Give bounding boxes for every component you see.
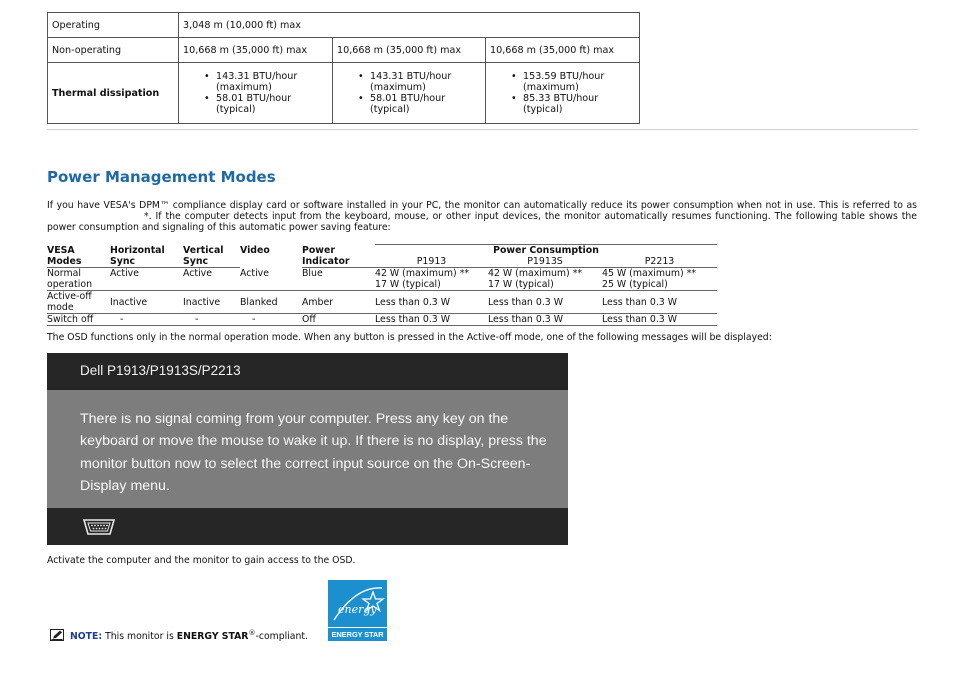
tag: (typical) <box>216 104 256 115</box>
max-value: 42 W (maximum) ** <box>488 268 583 279</box>
row-label: Operating <box>48 13 179 38</box>
vsync-cell: Active <box>183 268 240 291</box>
col-header-video: Video <box>240 244 270 256</box>
value: 58.01 BTU/hour <box>370 93 446 104</box>
osd-note-paragraph: The OSD functions only in the normal operation mode. When any button is pressed in the Active-off mode, one of the following messages will be displayed: <box>47 332 772 343</box>
consumption-cell <box>602 268 717 291</box>
consumption-cell: Less than 0.3 W <box>602 291 717 314</box>
section-divider <box>47 129 918 130</box>
intro-text-2: *. If the computer detects input from the keyboard, mouse, or other input devices, the monitor automatically resumes functioning. The following table shows the power consumption and signaling of this automatic power saving feature: <box>47 211 917 234</box>
col-header-indicator: Power <box>302 244 335 256</box>
value: 153.59 BTU/hour <box>523 71 605 82</box>
video-cell: - <box>240 314 302 326</box>
table-cell <box>333 63 486 124</box>
value: 143.31 BTU/hour <box>370 71 452 82</box>
bullet-list <box>183 71 328 115</box>
row-label: Thermal dissipation <box>48 63 179 124</box>
tag: (maximum) <box>216 82 272 93</box>
table-cell: 10,668 m (35,000 ft) max <box>486 38 640 63</box>
table-row <box>47 291 717 314</box>
value: 143.31 BTU/hour <box>216 71 298 82</box>
energy-star-logo <box>328 580 387 641</box>
col-header-vsync: Vertical <box>183 244 224 256</box>
col-header-vesa-2: Modes <box>47 256 110 268</box>
list-item <box>523 93 635 115</box>
table-cell <box>486 63 640 124</box>
hsync-cell: Inactive <box>110 291 183 314</box>
hsync-cell: - <box>110 314 183 326</box>
intro-text-1: If you have VESA's DPM™ compliance display card or software installed in your PC, the monitor can automatically reduce its power consumption when not in use. This is referred to as <box>47 200 917 211</box>
energy-star-icon <box>328 580 387 627</box>
indicator-cell: Amber <box>302 291 375 314</box>
mode-cell: Switch off <box>47 314 110 326</box>
col-header-indicator-2: Indicator <box>302 256 375 268</box>
indicator-cell: Off <box>302 314 375 326</box>
max-value: 45 W (maximum) ** <box>602 268 697 279</box>
table-row <box>48 63 640 124</box>
table-cell: 10,668 m (35,000 ft) max <box>333 38 486 63</box>
typ-value: 17 W (typical) <box>375 279 441 290</box>
osd-title-bar <box>47 353 568 390</box>
header-row <box>47 245 717 257</box>
tag: (typical) <box>523 104 563 115</box>
max-value: 42 W (maximum) ** <box>375 268 470 279</box>
table-row <box>48 13 640 38</box>
model-header: P2213 <box>602 256 717 268</box>
model-header: P1913S <box>488 256 602 268</box>
osd-title: Dell P1913/P1913S/P2213 <box>80 363 241 378</box>
video-cell: Blanked <box>240 291 302 314</box>
col-header-hsync-2: Sync <box>110 256 183 268</box>
registered-mark: ® <box>248 629 256 637</box>
note-text: This monitor is <box>105 631 174 643</box>
consumption-cell <box>488 268 602 291</box>
osd-message: There is no signal coming from your computer. Press any key on the keyboard or move the mouse to wake it up. If there is no display, press the monitor button now to select the correct input source on the On-Screen-Display menu. <box>80 411 547 494</box>
tag: (typical) <box>370 104 410 115</box>
value: 58.01 BTU/hour <box>216 93 292 104</box>
col-header-consumption: Power Consumption <box>375 245 717 257</box>
table-row <box>48 38 640 63</box>
col-header-vsync-2: Sync <box>183 256 240 268</box>
specification-table <box>47 12 640 124</box>
note-line <box>50 629 308 642</box>
intro-paragraph <box>47 200 917 234</box>
list-item <box>523 71 635 93</box>
row-label: Non-operating <box>48 38 179 63</box>
osd-footer-bar <box>47 508 568 545</box>
model-header: P1913 <box>375 256 488 268</box>
note-pencil-icon <box>50 629 64 641</box>
list-item <box>216 71 328 93</box>
tag: (maximum) <box>370 82 426 93</box>
consumption-cell: Less than 0.3 W <box>488 291 602 314</box>
header-row <box>47 256 717 268</box>
value: 85.33 BTU/hour <box>523 93 599 104</box>
list-item <box>370 71 481 93</box>
bullet-list <box>337 71 481 115</box>
table-cell <box>179 63 333 124</box>
tag: (maximum) <box>523 82 579 93</box>
list-item <box>216 93 328 115</box>
activate-instruction: Activate the computer and the monitor to gain access to the OSD. <box>47 555 356 566</box>
table-row <box>47 268 717 291</box>
osd-message-body <box>47 390 568 508</box>
consumption-cell: Less than 0.3 W <box>488 314 602 326</box>
osd-message-image <box>47 353 568 545</box>
table-cell: 10,668 m (35,000 ft) max <box>179 38 333 63</box>
consumption-cell: Less than 0.3 W <box>602 314 717 326</box>
section-title: Power Management Modes <box>47 168 276 186</box>
note-label: NOTE: <box>70 631 103 643</box>
mode-cell: Active-off mode <box>47 291 110 314</box>
video-cell: Active <box>240 268 302 291</box>
indicator-cell: Blue <box>302 268 375 291</box>
energy-star-script: energy <box>338 603 377 616</box>
vsync-cell: Inactive <box>183 291 240 314</box>
mode-cell: Normal operation <box>47 268 110 291</box>
consumption-cell: Less than 0.3 W <box>375 291 488 314</box>
power-consumption-table <box>47 244 717 326</box>
consumption-cell: Less than 0.3 W <box>375 314 488 326</box>
energy-star-emblem <box>328 580 387 627</box>
hsync-cell: Active <box>110 268 183 291</box>
bullet-list <box>490 71 635 115</box>
typ-value: 25 W (typical) <box>602 279 668 290</box>
typ-value: 17 W (typical) <box>488 279 554 290</box>
vga-connector-icon <box>81 518 117 536</box>
table-cell: 3,048 m (10,000 ft) max <box>179 13 640 38</box>
list-item <box>370 93 481 115</box>
vsync-cell: - <box>183 314 240 326</box>
note-brand: ENERGY STAR <box>176 631 249 643</box>
energy-star-label: ENERGY STAR <box>328 628 387 641</box>
table-row <box>47 314 717 326</box>
consumption-cell <box>375 268 488 291</box>
col-header-vesa: VESA <box>47 244 75 256</box>
note-text-end: -compliant. <box>255 631 308 643</box>
col-header-hsync: Horizontal <box>110 244 165 256</box>
